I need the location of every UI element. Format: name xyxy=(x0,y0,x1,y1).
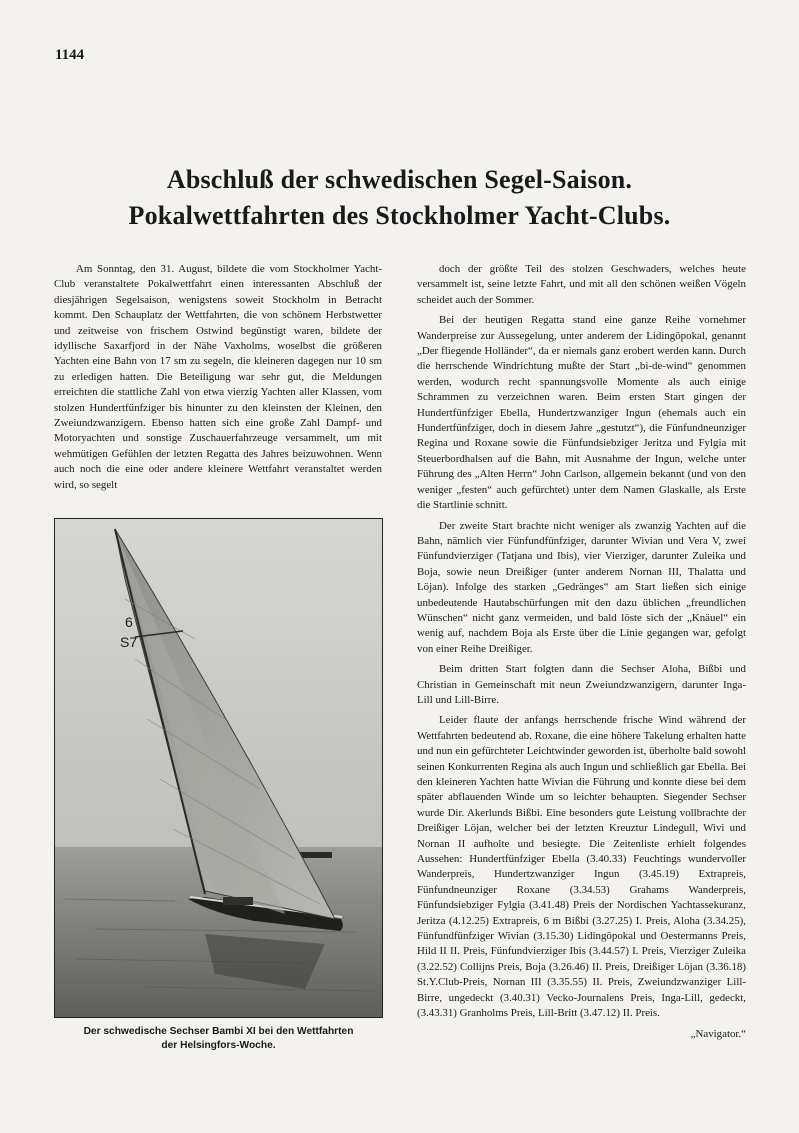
title-line-1: Abschluß der schwedischen Segel-Saison. xyxy=(166,165,633,194)
article-title xyxy=(40,162,759,234)
author-signature: „Navigator.“ xyxy=(690,1027,746,1040)
paragraph: doch der größte Teil des stolzen Geschwaders, welches heute versammelt ist, seine letzte Fahrt, und mit all den schönen weißen Vögeln scheidet auch der Sommer. xyxy=(417,263,746,306)
title-line-2: Pokalwettfahrten des Stockholmer Yacht-Clubs. xyxy=(128,201,671,230)
sailboat-photo xyxy=(54,518,383,1018)
page-number: 1144 xyxy=(55,47,85,63)
sail-number-2: S7 xyxy=(120,634,138,650)
paragraph: Der zweite Start brachte nicht weniger als zwanzig Yachten auf die Bahn, nämlich vier Fünfundfünfziger, darunter Wivian und Vera V, zwei Fünfundvierziger (Tatjana und Ibis), vier Vierziger, darunter Zuleika und Boja, sowie neun Dreißiger (unter anderem Nornan III, Thalatta und Löjan). Infolge des starken „Gedränges“ am Start ließen sich einige unbedeutende Hautabschürfungen mit den dazu üblichen „freundlichen Wünschen“ nicht ganz vermeiden, und bald löste sich der „Knäuel“ ein wenig auf, nachdem Boja als Erste über die Linie gegangen war, gefolgt von einer Reihe Dreißiger. xyxy=(417,519,746,655)
paragraph: Beim dritten Start folgten dann die Sechser Aloha, Bißbi und Christian in Gemeinschaft mit neun Zweiundzwanzigern, darunter Inga-Lill und Lill-Birre. xyxy=(417,663,746,706)
right-column xyxy=(417,262,746,1042)
paragraph: Am Sonntag, den 31. August, bildete die vom Stockholmer Yacht-Club veranstaltete Pokalwettfahrt einen interessanten Abschluß der diesjährigen Segelsaison, wenigstens soweit Stockholm in Betracht kommt. Den Schauplatz der Wettfahrten, die von schönem Herbstwetter und zeitweise von frischem Ostwind begünstigt waren, bildete der idyllische Saxarfjord in der Nähe Vaxholms, woselbst die größeren Yachten eine Bahn von 17 sm zu segeln, die kleineren dagegen nur 10 sm zu erledigen hatten. Die Beteiligung war sehr gut, die Meldungen erreichten die stattliche Zahl von etwa vierzig Yachten aller Klassen, vom stolzen Hundertfünfziger bis hinunter zu den kleinsten der Kleinen, den Zweiundzwanzigern. Ebenso hatten sich eine große Zahl Dampf- und Motoryachten und sonstige Zuschauerfahrzeuge versammelt, um mit wehmütigen Gefühlen der letzten Regatta des Jahres beizuwohnen. Wenn auch noch die eine oder andere kleinere Wettfahrt veranstaltet werden wird, so segelt xyxy=(54,263,382,491)
paragraph: Leider flaute der anfangs herrschende frische Wind während der Wettfahrten bedeutend ab. Roxane, die eine höhere Takelung erhalten hatte und nun ein gefürchteter Leichtwinder geworden ist, überholte bald sowohl seinen Konkurrenten Regina als auch Ingun und schließlich gar Ebella. Bei den kleineren Yachten hatte Wivian die Führung und konnte diese bei dem später abflauenden Winde um so leichter behaupten. Siegender Sechser wurde Dir. Akerlunds Bißbi. Eine besonders gute Leistung vollbrachte der Dreißiger Löjan, welcher bei der letzten Kreuztur Lindegull, Wivi und Nornan II aufholte und besiegte. Die Zeitenliste erhielt folgendes Aussehen: Hundertfünfziger Ebella (3.40.33) Feuchtings wundervoller Wanderpreis, Hundertzwanziger Ingun (3.45.19) Extrapreis, Fünfundneunziger Roxane (3.34.53) Grahams Wanderpreis, Fünfundsiebziger Fylgia (3.41.48) Preis der Nordischen Yachtassekuranz, Jeritza (4.12.25) Extrapreis, 6 m Bißbi (3.27.25) I. Preis, Aloha (3.34.25), Fünfundfünfziger Wivian (3.15.30) Lidingöpokal und Oestermanns Preis, Hild II II. Preis, Fünfundvierziger Ibis (3.44.57) I. Preis, Vierziger Zuleika (3.22.52) Collijns Preis, Boja (3.26.46) II. Preis, Dreißiger Löjan (3.36.18) St.Y.Club-Preis, Nornan III (3.35.55) II. Preis, Zweiundzwanziger Lill-Birre, ungedeckt (3.40.31) Vecko-Journalens Preis, Inga-Lill, gedeckt, (3.43.31) Granholms Preis, Lill-Britt (3.47.12) II. Preis. xyxy=(417,714,746,1020)
left-column xyxy=(54,262,382,498)
paragraph: Bei der heutigen Regatta stand eine ganze Reihe vornehmer Wanderpreise zur Aussegelung, unter anderem der Lidingöpokal, genannt „Der fliegende Holländer“, da er niemals ganz erobert werden kann. Durch die herrschende Windrichtung mußte der Start „bi-de-wind“ genommen werden, wodurch recht spannungsvolle Momente als auch einige Schrammen zu verzeichnen waren. Beim ersten Start gingen der Hundertfünfziger Ebella, Hundertzwanziger Ingun (ehemals auch ein Hundertfünfziger, doch in diesem Jahre „gestutzt“), die Fünfundneunziger Regina und Roxane sowie die Fünfundsiebziger Jeritza und Fylgia mit Steuerbordhalsen auf die Bahn, mit Ausnahme der Ingun, welche unter Führung des „Alten Herrn“ John Carlson, allgemein bekannt (und von den weniger „festen“ auch gefürchtet) unter dem Namen Glaskalle, als Erste die Startlinie schnitt. xyxy=(417,314,746,512)
caption-line-1: Der schwedische Sechser Bambi XI bei den Wettfahrten xyxy=(83,1026,354,1037)
figure-caption xyxy=(54,1025,383,1053)
caption-line-2: der Helsingfors-Woche. xyxy=(161,1040,276,1051)
sail-number-1: 6 xyxy=(125,614,133,630)
